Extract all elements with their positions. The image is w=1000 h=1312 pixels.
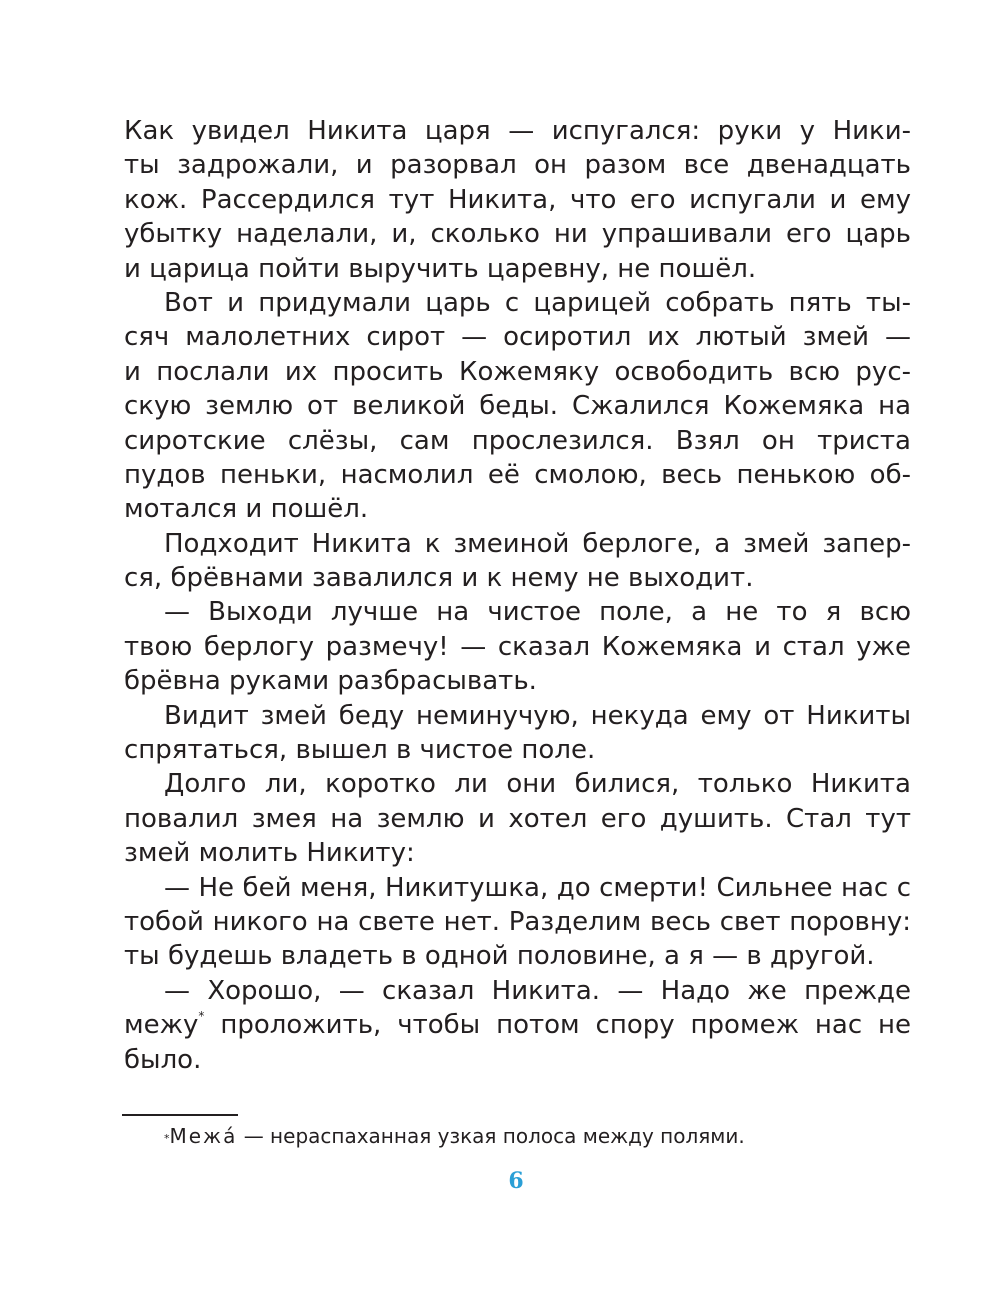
text-line: — Не бей меня, Никитушка, до смерти! Сильнее нас с	[164, 872, 911, 903]
text-line: — Хорошо, — сказал Никита. — Надо же прежде	[164, 975, 911, 1006]
text-line: ты будешь владеть в одной половине, а я — в другой.	[124, 941, 875, 972]
text-line: тобой никого на свете нет. Разделим весь свет поровну:	[124, 906, 911, 937]
text-line: кож. Рассердился тут Никита, что его испугали и ему	[124, 184, 911, 215]
footnote-divider	[122, 1114, 238, 1116]
text-line: сяч малолетних сирот — осиротил их лютый змей —	[124, 322, 911, 353]
footnote-term: Межá	[169, 1124, 238, 1148]
text-line: Вот и придумали царь с царицей собрать пять ты-	[164, 287, 911, 318]
text-line: и царица пойти выручить царевну, не пошёл.	[124, 253, 757, 284]
story-text	[124, 114, 911, 1077]
text-line: было.	[124, 1044, 202, 1075]
footnote-definition: — нераспаханная узкая полоса между полями.	[237, 1124, 745, 1148]
text-line: пудов пеньки, насмолил её смолою, весь пенькою об-	[124, 459, 911, 490]
text-line: мотался и пошёл.	[124, 494, 369, 525]
text-line: — Выходи лучше на чистое поле, а не то я всю	[164, 597, 911, 628]
text-line: скую землю от великой беды. Сжалился Кожемяка на	[124, 391, 911, 422]
text-line: повалил змея на землю и хотел его душить. Стал тут	[124, 803, 911, 834]
text-line: убытку наделали, и, сколько ни упрашивали его царь	[124, 219, 911, 250]
text-line: Подходит Никита к змеиной берлоге, а змей запер-	[164, 528, 911, 559]
footnote	[164, 1122, 745, 1150]
text-line: брёвна руками разбрасывать.	[124, 666, 537, 697]
text-line-with-footnote	[124, 1008, 911, 1042]
footnote-marker: *	[164, 1132, 170, 1145]
text-line: сиротские слёзы, сам прослезился. Взял он триста	[124, 425, 911, 456]
text-line: и послали их просить Кожемяку освободить всю рус-	[124, 356, 911, 387]
text-line: твою берлогу размечу! — сказал Кожемяка и стал уже	[124, 631, 911, 662]
text-line: Долго ли, коротко ли они билися, только Никита	[164, 769, 911, 800]
text-fragment: межу	[124, 1010, 199, 1041]
text-line: Как увидел Никита царя — испугался: руки у Ники-	[124, 116, 911, 146]
text-fragment: проложить, чтобы потом спору промеж нас не	[220, 1010, 912, 1041]
text-line: змей молить Никиту:	[124, 838, 415, 869]
text-line: спрятаться, вышел в чистое поле.	[124, 735, 596, 766]
text-line: Видит змей беду неминучую, некуда ему от Никиты	[164, 700, 911, 731]
text-line: ся, брёвнами завалился и к нему не выходит.	[124, 563, 754, 594]
footnote-reference[interactable]: *	[198, 1009, 205, 1024]
text-line: ты задрожали, и разорвал он разом все двенадцать	[124, 150, 911, 181]
page-number: 6	[508, 1168, 524, 1194]
